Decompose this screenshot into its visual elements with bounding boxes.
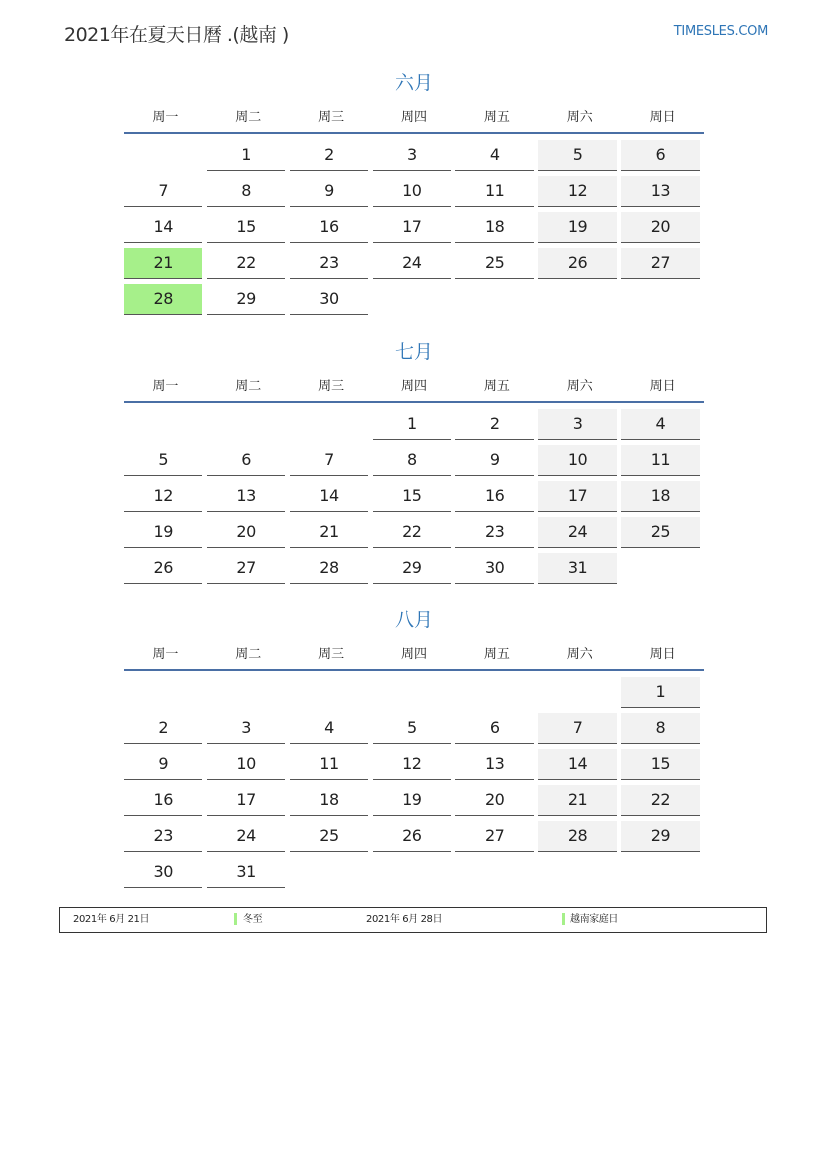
day-cell: 22 — [621, 785, 699, 816]
week-row — [124, 515, 704, 551]
weekday-label: 周四 — [401, 379, 428, 394]
week-grid — [124, 675, 704, 891]
weekday-label: 周五 — [483, 379, 510, 394]
empty-cell — [373, 284, 451, 314]
day-cell: 11 — [455, 176, 533, 207]
day-cell: 21 — [290, 517, 368, 548]
day-cell: 13 — [455, 749, 533, 780]
empty-cell — [538, 677, 616, 707]
day-cell: 7 — [538, 713, 616, 744]
weekday-label: 周五 — [483, 647, 510, 662]
day-cell: 14 — [290, 481, 368, 512]
day-cell: 1 — [373, 409, 451, 440]
week-row — [124, 855, 704, 891]
empty-cell — [207, 677, 285, 707]
empty-cell — [207, 409, 285, 439]
week-row — [124, 174, 704, 210]
day-cell: 26 — [538, 248, 616, 279]
month-title: 八月 — [394, 609, 433, 631]
day-cell: 22 — [373, 517, 451, 548]
weekday-label: 周四 — [401, 110, 428, 125]
day-cell: 17 — [373, 212, 451, 243]
day-cell: 31 — [538, 553, 616, 584]
day-cell: 9 — [124, 749, 202, 780]
weekday-label: 周三 — [318, 379, 345, 394]
day-cell: 16 — [455, 481, 533, 512]
empty-cell — [290, 409, 368, 439]
empty-cell — [290, 677, 368, 707]
day-cell: 20 — [207, 517, 285, 548]
day-cell: 12 — [538, 176, 616, 207]
day-cell: 6 — [621, 140, 699, 171]
weekday-label: 周二 — [235, 379, 262, 394]
day-cell: 3 — [207, 713, 285, 744]
month-title: 七月 — [394, 341, 433, 363]
weekday-label: 周一 — [152, 647, 179, 662]
day-cell: 8 — [207, 176, 285, 207]
weekday-label: 周日 — [649, 379, 676, 394]
legend-date: 2021年 6月 28日 — [366, 914, 443, 925]
day-cell: 9 — [290, 176, 368, 207]
day-cell: 5 — [124, 445, 202, 476]
day-cell: 23 — [124, 821, 202, 852]
page-title: 2021年在夏天日曆 .(越南 ) — [64, 24, 289, 46]
weekday-label: 周五 — [483, 110, 510, 125]
day-cell: 27 — [455, 821, 533, 852]
site-link[interactable]: TIMESLES.COM — [673, 24, 768, 39]
day-cell: 11 — [290, 749, 368, 780]
legend-holiday-name: 冬至 — [243, 914, 263, 925]
day-cell: 18 — [621, 481, 699, 512]
weekday-label: 周三 — [318, 110, 345, 125]
day-cell: 30 — [290, 284, 368, 315]
day-cell: 1 — [207, 140, 285, 171]
weekday-label: 周六 — [566, 110, 593, 125]
day-cell: 12 — [373, 749, 451, 780]
holiday-legend — [59, 907, 767, 933]
week-row — [124, 246, 704, 282]
week-row — [124, 210, 704, 246]
day-cell: 22 — [207, 248, 285, 279]
day-cell: 10 — [373, 176, 451, 207]
day-cell: 25 — [290, 821, 368, 852]
day-cell: 20 — [455, 785, 533, 816]
day-cell: 27 — [621, 248, 699, 279]
day-cell: 12 — [124, 481, 202, 512]
day-cell: 16 — [124, 785, 202, 816]
legend-holiday-name: 越南家庭日 — [570, 914, 618, 925]
day-cell: 31 — [207, 857, 285, 888]
day-cell: 2 — [124, 713, 202, 744]
day-cell: 1 — [621, 677, 699, 708]
day-cell: 8 — [621, 713, 699, 744]
empty-cell — [124, 677, 202, 707]
day-cell: 10 — [207, 749, 285, 780]
empty-cell — [538, 284, 616, 314]
weekday-label: 周二 — [235, 647, 262, 662]
empty-cell — [290, 857, 368, 887]
day-cell: 11 — [621, 445, 699, 476]
day-cell: 24 — [538, 517, 616, 548]
week-row — [124, 443, 704, 479]
weekday-label: 周一 — [152, 379, 179, 394]
day-cell: 24 — [373, 248, 451, 279]
day-cell: 15 — [207, 212, 285, 243]
legend-date: 2021年 6月 21日 — [73, 914, 150, 925]
day-cell: 28 — [290, 553, 368, 584]
day-cell: 17 — [207, 785, 285, 816]
day-cell: 25 — [455, 248, 533, 279]
empty-cell — [455, 857, 533, 887]
week-grid — [124, 138, 704, 318]
empty-cell — [124, 140, 202, 170]
day-cell: 6 — [455, 713, 533, 744]
day-cell: 5 — [373, 713, 451, 744]
weekday-label: 周日 — [649, 110, 676, 125]
day-cell: 8 — [373, 445, 451, 476]
day-cell: 5 — [538, 140, 616, 171]
legend-color-marker — [234, 913, 237, 925]
empty-cell — [373, 857, 451, 887]
day-cell: 29 — [621, 821, 699, 852]
legend-color-marker — [562, 913, 565, 925]
day-cell: 4 — [455, 140, 533, 171]
day-cell: 4 — [290, 713, 368, 744]
day-cell: 13 — [207, 481, 285, 512]
day-cell: 15 — [373, 481, 451, 512]
empty-cell — [621, 857, 699, 887]
weekday-header-row — [124, 373, 704, 403]
day-cell: 21 — [124, 248, 202, 279]
day-cell: 19 — [124, 517, 202, 548]
day-cell: 27 — [207, 553, 285, 584]
day-cell: 17 — [538, 481, 616, 512]
week-row — [124, 747, 704, 783]
weekday-header-row — [124, 641, 704, 671]
week-row — [124, 407, 704, 443]
day-cell: 23 — [290, 248, 368, 279]
day-cell: 14 — [124, 212, 202, 243]
day-cell: 29 — [373, 553, 451, 584]
week-row — [124, 282, 704, 318]
day-cell: 16 — [290, 212, 368, 243]
month-june — [124, 68, 704, 318]
day-cell: 30 — [124, 857, 202, 888]
weekday-label: 周二 — [235, 110, 262, 125]
day-cell: 20 — [621, 212, 699, 243]
day-cell: 3 — [373, 140, 451, 171]
weekday-label: 周六 — [566, 647, 593, 662]
day-cell: 7 — [124, 176, 202, 207]
week-row — [124, 675, 704, 711]
week-row — [124, 551, 704, 587]
day-cell: 2 — [455, 409, 533, 440]
empty-cell — [621, 553, 699, 583]
empty-cell — [455, 677, 533, 707]
weekday-label: 周三 — [318, 647, 345, 662]
day-cell: 26 — [373, 821, 451, 852]
empty-cell — [538, 857, 616, 887]
day-cell: 29 — [207, 284, 285, 315]
day-cell: 18 — [290, 785, 368, 816]
day-cell: 21 — [538, 785, 616, 816]
day-cell: 10 — [538, 445, 616, 476]
day-cell: 19 — [373, 785, 451, 816]
month-august — [124, 605, 704, 891]
week-row — [124, 783, 704, 819]
week-grid — [124, 407, 704, 587]
day-cell: 18 — [455, 212, 533, 243]
day-cell: 7 — [290, 445, 368, 476]
week-row — [124, 819, 704, 855]
week-row — [124, 479, 704, 515]
day-cell: 2 — [290, 140, 368, 171]
day-cell: 6 — [207, 445, 285, 476]
day-cell: 19 — [538, 212, 616, 243]
day-cell: 24 — [207, 821, 285, 852]
day-cell: 28 — [124, 284, 202, 315]
day-cell: 14 — [538, 749, 616, 780]
weekday-header-row — [124, 104, 704, 134]
day-cell: 23 — [455, 517, 533, 548]
day-cell: 13 — [621, 176, 699, 207]
empty-cell — [124, 409, 202, 439]
empty-cell — [621, 284, 699, 314]
empty-cell — [455, 284, 533, 314]
day-cell: 30 — [455, 553, 533, 584]
week-row — [124, 711, 704, 747]
day-cell: 3 — [538, 409, 616, 440]
month-july — [124, 337, 704, 587]
day-cell: 15 — [621, 749, 699, 780]
weekday-label: 周六 — [566, 379, 593, 394]
weekday-label: 周日 — [649, 647, 676, 662]
day-cell: 26 — [124, 553, 202, 584]
weekday-label: 周一 — [152, 110, 179, 125]
day-cell: 28 — [538, 821, 616, 852]
weekday-label: 周四 — [401, 647, 428, 662]
day-cell: 4 — [621, 409, 699, 440]
week-row — [124, 138, 704, 174]
empty-cell — [373, 677, 451, 707]
month-title: 六月 — [394, 72, 433, 94]
day-cell: 25 — [621, 517, 699, 548]
day-cell: 9 — [455, 445, 533, 476]
